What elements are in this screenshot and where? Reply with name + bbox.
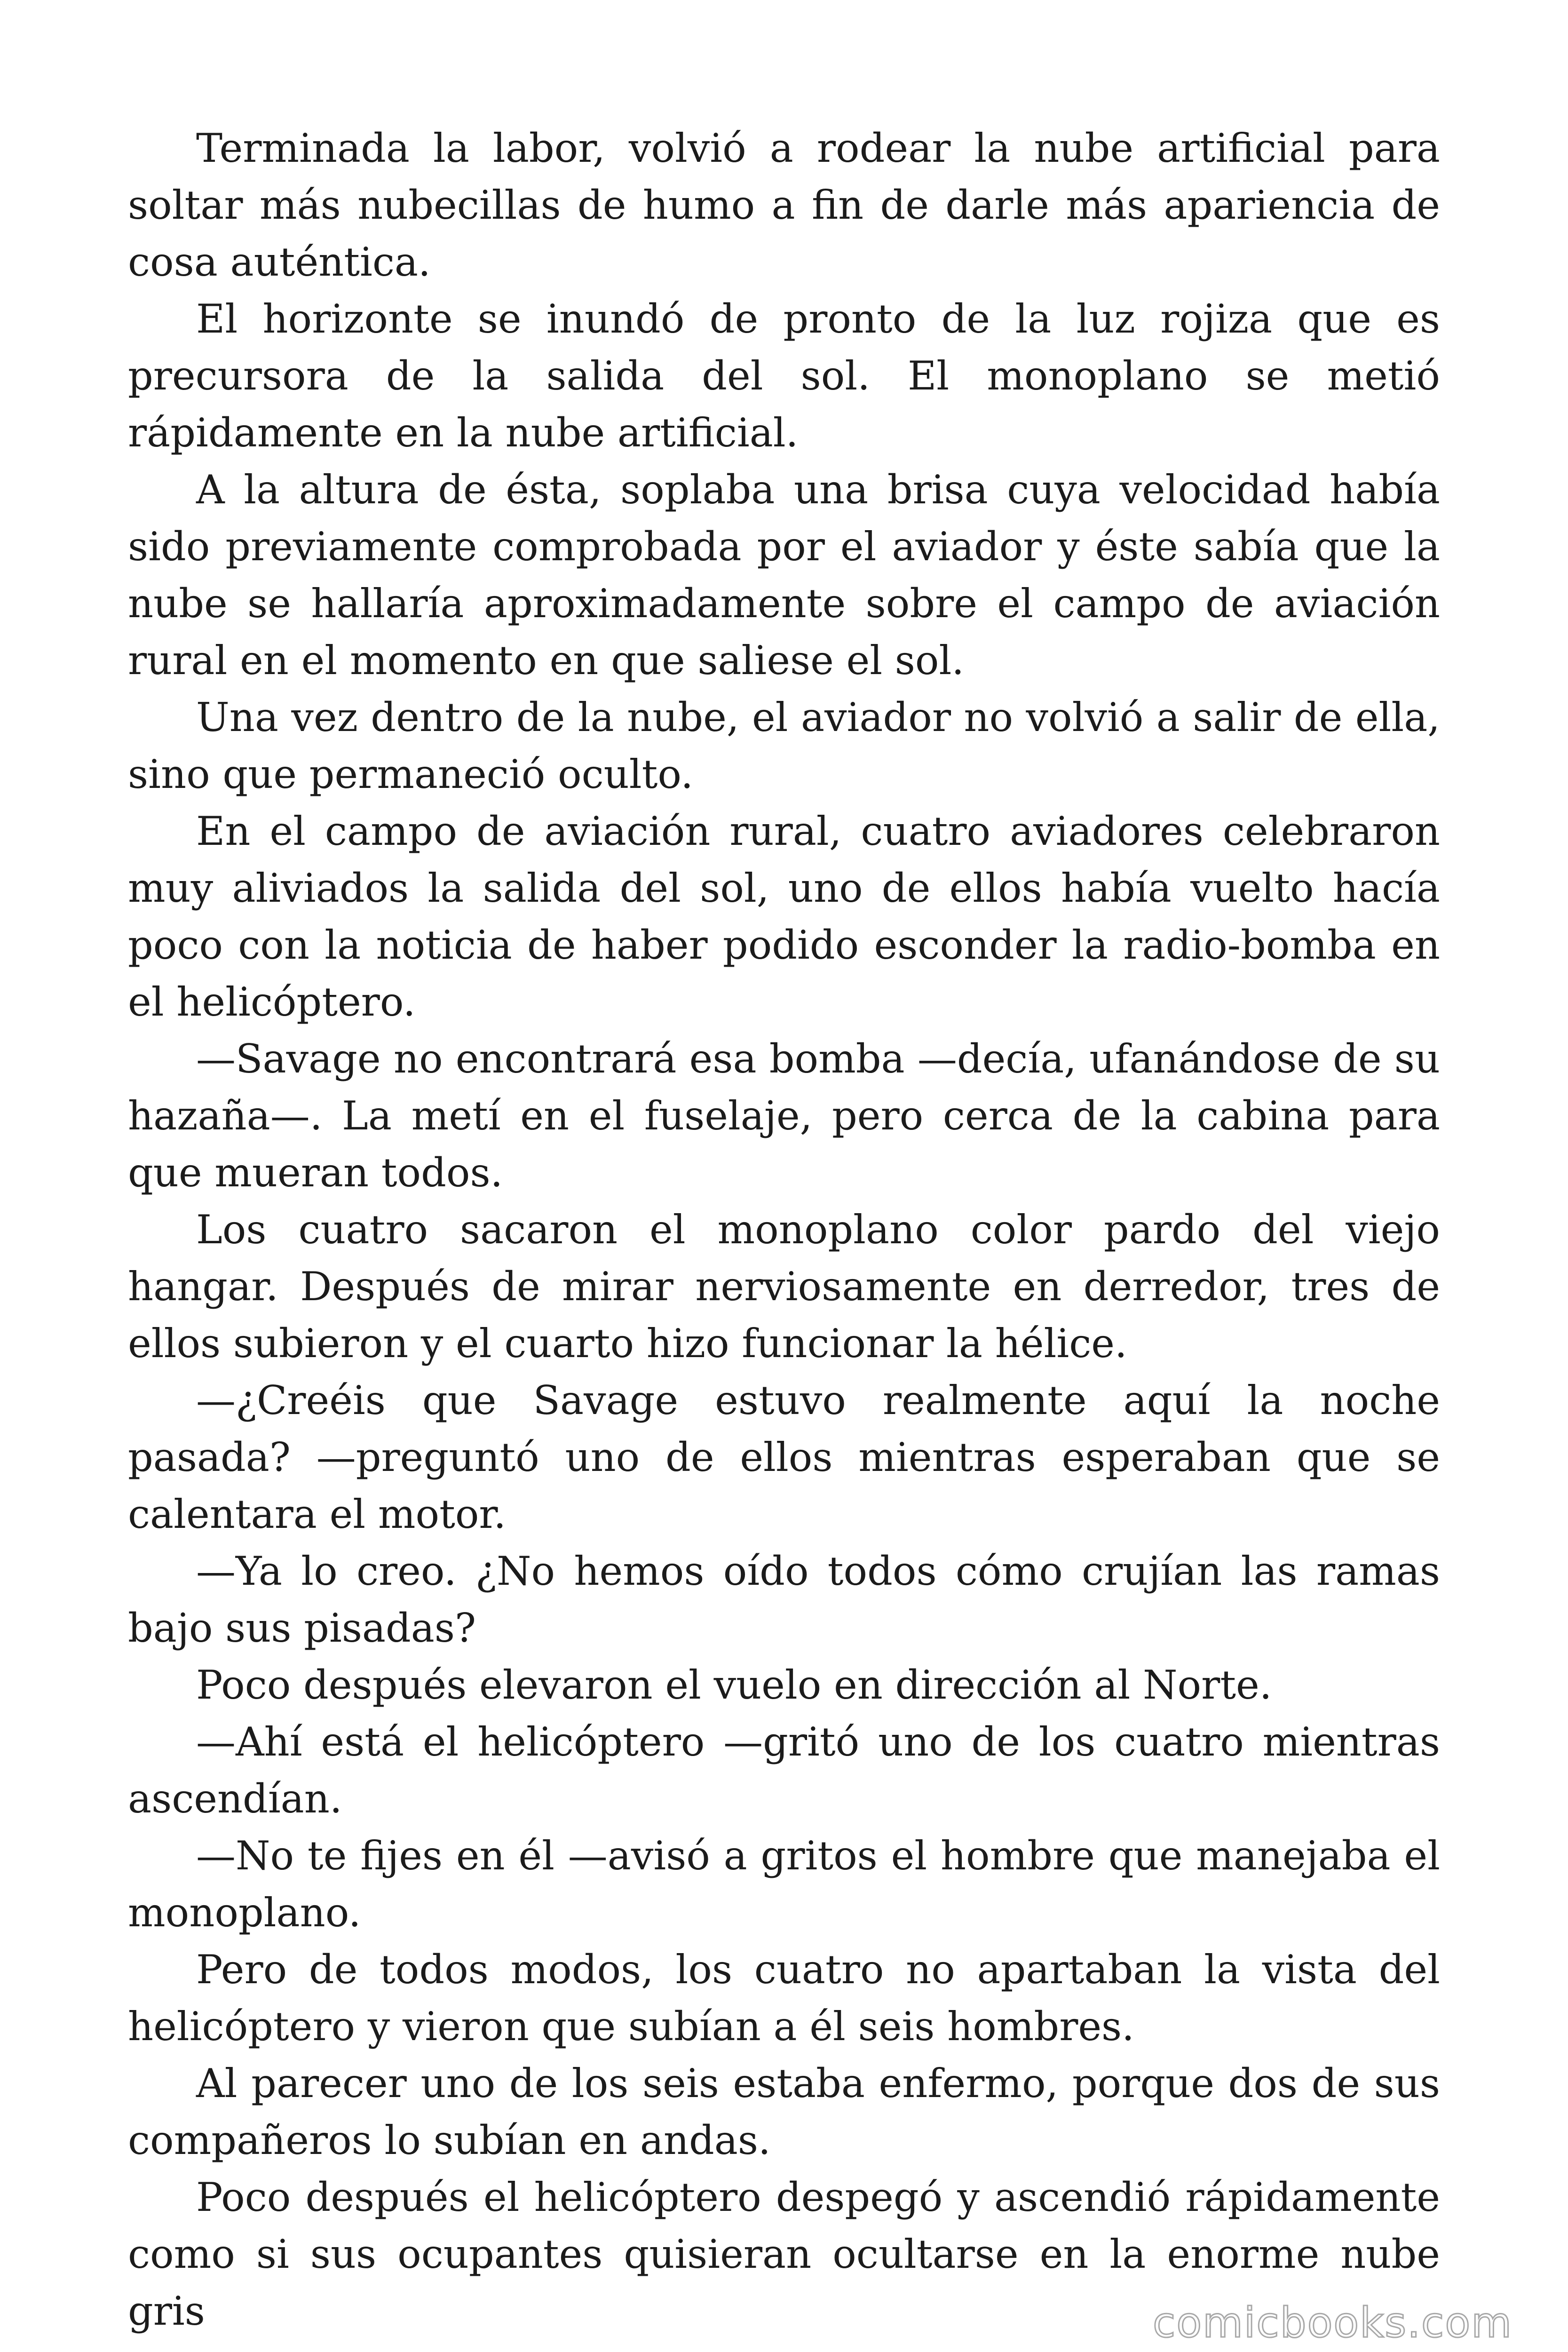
page-body: [128, 120, 1440, 2340]
paragraph: —No te fijes en él —avisó a gritos el hombre que manejaba el monoplano.: [128, 1833, 1440, 1936]
paragraph: El horizonte se inundó de pronto de la luz rojiza que es precursora de la salida del sol. El monoplano se metió rápidamente en la nube artificial.: [128, 296, 1440, 456]
paragraph: Los cuatro sacaron el monoplano color pardo del viejo hangar. Después de mirar nerviosamente en derredor, tres de ellos subieron y el cuarto hizo funcionar la hélice.: [128, 1207, 1440, 1367]
paragraph: A la altura de ésta, soplaba una brisa cuya velocidad había sido previamente comprobada por el aviador y éste sabía que la nube se hallaría aproximadamente sobre el campo de aviación rural en el momento en que saliese el sol.: [128, 467, 1440, 683]
paragraph: Poco después elevaron el vuelo en dirección al Norte.: [196, 1662, 1272, 1708]
paragraph: Terminada la labor, volvió a rodear la nube artificial para soltar más nubecillas de humo a fin de darle más apariencia de cosa auténtica.: [128, 125, 1440, 285]
paragraph: Pero de todos modos, los cuatro no apartaban la vista del helicóptero y vieron que subían a él seis hombres.: [128, 1947, 1440, 2050]
paragraph: —¿Creéis que Savage estuvo realmente aquí la noche pasada? —preguntó uno de ellos mientras esperaban que se calentara el motor.: [128, 1377, 1440, 1537]
paragraph: Al parecer uno de los seis estaba enfermo, porque dos de sus compañeros lo subían en andas.: [128, 2060, 1440, 2163]
paragraph: Una vez dentro de la nube, el aviador no volvió a salir de ella, sino que permaneció oculto.: [128, 694, 1440, 797]
paragraph: —Savage no encontrará esa bomba —decía, ufanándose de su hazaña—. La metí en el fuselaje, pero cerca de la cabina para que mueran todos.: [128, 1036, 1440, 1196]
paragraph: —Ya lo creo. ¿No hemos oído todos cómo crujían las ramas bajo sus pisadas?: [128, 1548, 1440, 1651]
watermark: comicbooks.com: [1152, 2298, 1513, 2347]
paragraph: Poco después el helicóptero despegó y ascendió rápidamente como si sus ocupantes quisieran ocultarse en la enorme nube gris: [128, 2174, 1440, 2334]
paragraph: En el campo de aviación rural, cuatro aviadores celebraron muy aliviados la salida del sol, uno de ellos había vuelto hacía poco con la noticia de haber podido esconder la radio-bomba en el helicóptero.: [128, 808, 1440, 1025]
paragraph: —Ahí está el helicóptero —gritó uno de los cuatro mientras ascendían.: [128, 1719, 1440, 1822]
